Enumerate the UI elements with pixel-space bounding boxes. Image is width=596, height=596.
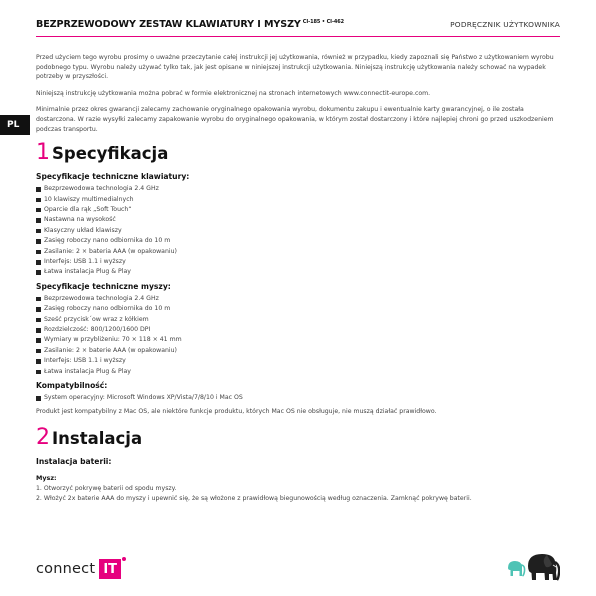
mouse-spec-list [36,294,561,377]
list-item: Nastawna na wysokość [36,215,561,225]
list-item: Interfejs: USB 1.1 i wyższy [36,356,561,366]
logo-it-text: IT [103,561,118,577]
list-item: System operacyjny: Microsoft Windows XP/Vista/7/8/10 i Mac OS [36,393,561,403]
installation-step: 2. Włożyć 2x baterie AAA do myszy i upewnić się, że są włożone z prawidłową biegunowością według oznaczenia. Zamknąć pokrywę baterii. [36,495,472,503]
list-item: Bezprzewodowa technologia 2.4 GHz [36,294,561,304]
language-badge: PL [0,115,30,135]
keyboard-spec-list [36,184,561,278]
section-number: 2 [36,424,50,450]
list-item: Klasyczny układ klawiszy [36,226,561,236]
section-heading-installation [36,426,561,451]
logo-dot [122,557,126,561]
logo-it-box [99,559,121,579]
logo-wordmark: connect [36,561,96,577]
list-item: Oparcie dla rąk „Soft Touch“ [36,205,561,215]
model-numbers: CI-185 • CI-462 [302,19,345,25]
list-item: Zasięg roboczy nano odbiornika do 10 m [36,236,561,246]
section-title: Instalacja [52,428,143,448]
elephants-icon [504,546,560,582]
intro-paragraph: Przed użyciem tego wyrobu prosimy o uważne przeczytanie całej instrukcji jej użytkowania, również w przypadku, kiedy zapoznali się Państwo z użytkowaniem wyrobu podobnego typu. Wyrobu należy używać tylko tak, jak jest opisane w niniejszej instrukcji użytkowania. Niniejszą instrukcję użytkowania należy schować na wypadek potrzeby w przyszłości. [36,54,554,81]
list-item: Zasilanie: 2 × bateria AAA (w opakowaniu) [36,247,561,257]
list-item: Wymiary w przybliżeniu: 70 × 118 × 41 mm [36,335,561,345]
list-item: Łatwa instalacja Plug & Play [36,267,561,277]
section-heading-specification [36,141,561,166]
list-item: Łatwa instalacja Plug & Play [36,367,561,377]
list-item: Rozdzielczość: 800/1200/1600 DPI [36,325,561,335]
compatibility-note: Produkt jest kompatybilny z Mac OS, ale niektóre funkcje produktu, których Mac OS nie obsługuje, nie muszą działać prawidłowo. [36,408,437,416]
mouse-label: Mysz: [36,473,57,482]
battery-installation-heading: Instalacja baterii: [36,456,112,466]
list-item: 10 klawiszy multimedialnych [36,195,561,205]
compatibility-list [36,393,561,403]
intro-paragraph: Minimalnie przez okres gwarancji zalecamy zachowanie oryginalnego opakowania wyrobu, dokumentu zakupu i ewentualnie karty gwarancyjnej, o ile została dostarczona. W razie wysyłki zalecamy zapakowanie wyrobu do oryginalnego opakowania, w którym został dostarczony i które najlepiej chroni go przed uszkodzeniem podczas transportu. [36,106,554,133]
installation-step: 1. Otworzyć pokrywę baterii od spodu myszy. [36,484,177,492]
large-elephant-icon [528,554,559,580]
page-header [36,18,560,37]
small-elephant-icon [508,561,525,576]
page-content [36,53,561,505]
list-item: Sześć przycisk´ow wraz z kółkiem [36,315,561,325]
list-item: Zasięg roboczy nano odbiornika do 10 m [36,304,561,314]
section-title: Specyfikacja [52,144,169,164]
product-title: BEZPRZEWODOWY ZESTAW KLAWIATURY I MYSZY [36,19,301,30]
list-item: Interfejs: USB 1.1 i wyższy [36,257,561,267]
intro-paragraph: Niniejszą instrukcję użytkowania można pobrać w formie elektronicznej na stronach internetowych www.connectit-europe.com. [36,89,431,97]
manual-label: PODRĘCZNIK UŻYTKOWNIKA [450,20,560,29]
list-item: Zasilanie: 2 × baterie AAA (w opakowaniu) [36,346,561,356]
compatibility-heading: Kompatybilność: [36,381,108,391]
keyboard-spec-heading: Specyfikacje techniczne klawiatury: [36,172,190,182]
list-item: Bezprzewodowa technologia 2.4 GHz [36,184,561,194]
document-title [36,19,344,30]
mouse-spec-heading: Specyfikacje techniczne myszy: [36,281,171,291]
section-number: 1 [36,140,50,166]
connect-it-logo [36,558,121,580]
